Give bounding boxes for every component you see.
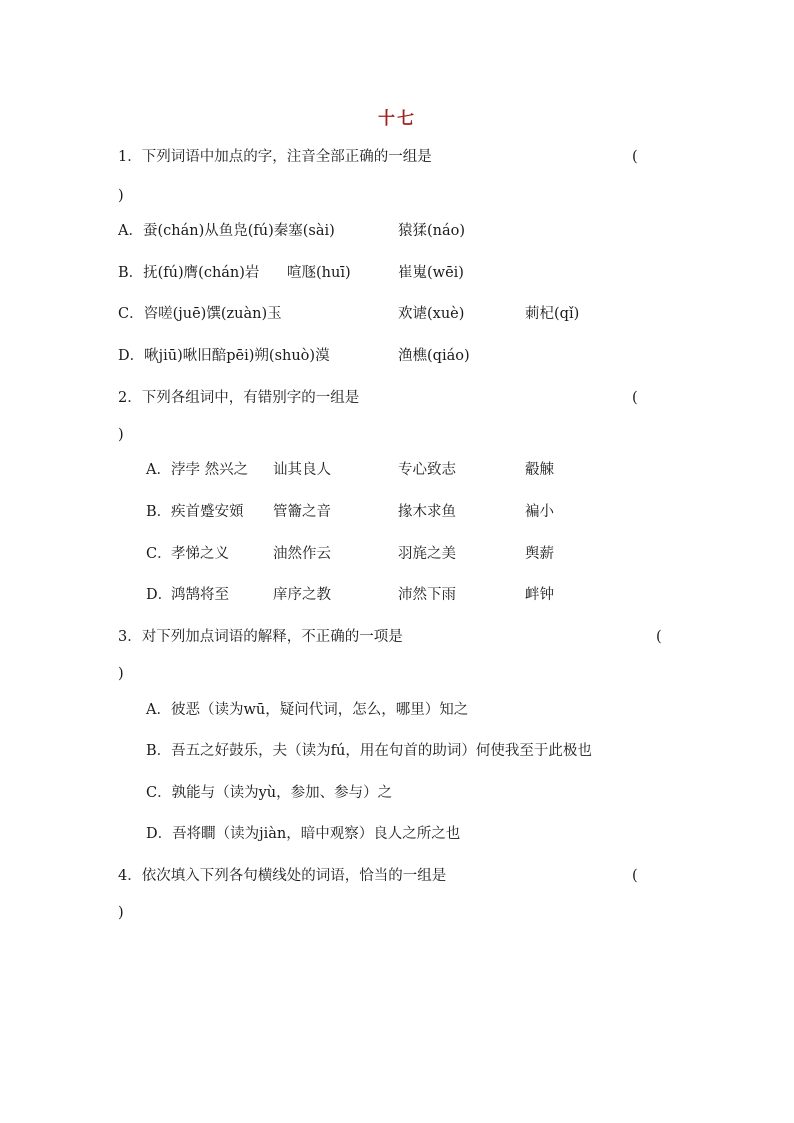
q1-option-d-word-2: 渔樵(qiáo) [398, 348, 470, 364]
q2-option-a-word-1: 浡孛 然兴之 [171, 462, 249, 478]
q2-option-b-word-4: 褊小 [525, 504, 554, 520]
q1-option-c-word-2: 欢谑(xuè) [398, 306, 465, 322]
q2-option-c-word-3: 羽旄之美 [398, 546, 456, 562]
q2-option-d-word-1: 鸿鹄将至 [171, 587, 229, 603]
q2-option-a-word-3: 专心致志 [398, 462, 456, 478]
q2-option-a-word-4: 觳觫 [525, 462, 554, 478]
answer-paren-close: ) [118, 427, 124, 443]
q2-option-b-word-1: 疾首蹙安頞 [171, 504, 244, 520]
q2-option-b-word-3: 掾木求鱼 [398, 504, 456, 520]
q1-option-d: D．啾jiū)啾旧醅pēi)朔(shuò)漠 [118, 348, 330, 364]
q1-option-b: B．抚(fú)膺(chán)岩 [118, 265, 260, 281]
q2-option-d-word-3: 沛然下雨 [398, 587, 456, 603]
answer-paren-open: ( [632, 149, 638, 165]
q2-option-c-word-1: 孝悌之义 [171, 546, 229, 562]
question-4-stem: 4．依次填入下列各句横线处的词语，恰当的一组是 [118, 868, 447, 884]
q1-option-c: C．咨嗟(juē)馔(zuàn)玉 [118, 306, 282, 322]
q2-option-d-letter: D． [146, 587, 173, 603]
q1-option-b-word-2: 喧豗(huī) [287, 265, 351, 281]
answer-paren-open: ( [656, 629, 662, 645]
q2-option-c-word-2: 油然作云 [273, 546, 331, 562]
answer-paren-open: ( [632, 390, 638, 406]
q1-option-b-word-3: 崔嵬(wēi) [398, 265, 464, 281]
question-1-stem: 1．下列词语中加点的字，注音全部正确的一组是 [118, 149, 432, 165]
q2-option-b-word-2: 管籥之音 [273, 504, 331, 520]
q3-option-d: D．吾将瞷（读为jiàn，暗中观察）良人之所之也 [146, 826, 461, 842]
q3-option-b: B．吾五之好鼓乐，夫（读为fú，用在句首的助词）何使我至于此极也 [146, 743, 592, 759]
answer-paren-close: ) [118, 905, 124, 921]
q2-option-d-word-4: 衅钟 [525, 587, 554, 603]
q2-option-d-word-2: 庠序之教 [273, 587, 331, 603]
q1-option-c-word-3: 莿杞(qǐ) [525, 306, 580, 322]
page-title: 十七 [378, 109, 416, 129]
q3-option-a: A．彼恶（读为wū，疑问代词，怎么，哪里）知之 [146, 702, 469, 718]
q2-option-b-letter: B． [146, 504, 172, 520]
q2-option-a-letter: A． [146, 462, 171, 478]
answer-paren-open: ( [632, 868, 638, 884]
answer-paren-close: ) [118, 666, 124, 682]
q2-option-c-word-4: 舆薪 [525, 546, 554, 562]
q1-option-a: A．蚕(chán)从鱼凫(fú)秦塞(sài) [118, 223, 335, 239]
q1-option-a-word-2: 猿猱(náo) [398, 223, 466, 239]
answer-paren-close: ) [118, 188, 124, 204]
question-2-stem: 2．下列各组词中，有错别字的一组是 [118, 390, 360, 406]
q2-option-a-word-2: 讪其良人 [273, 462, 331, 478]
question-3-stem: 3．对下列加点词语的解释，不正确的一项是 [118, 629, 403, 645]
q3-option-c: C．孰能与（读为yù，参加、参与）之 [146, 785, 393, 801]
q2-option-c-letter: C． [146, 546, 172, 562]
